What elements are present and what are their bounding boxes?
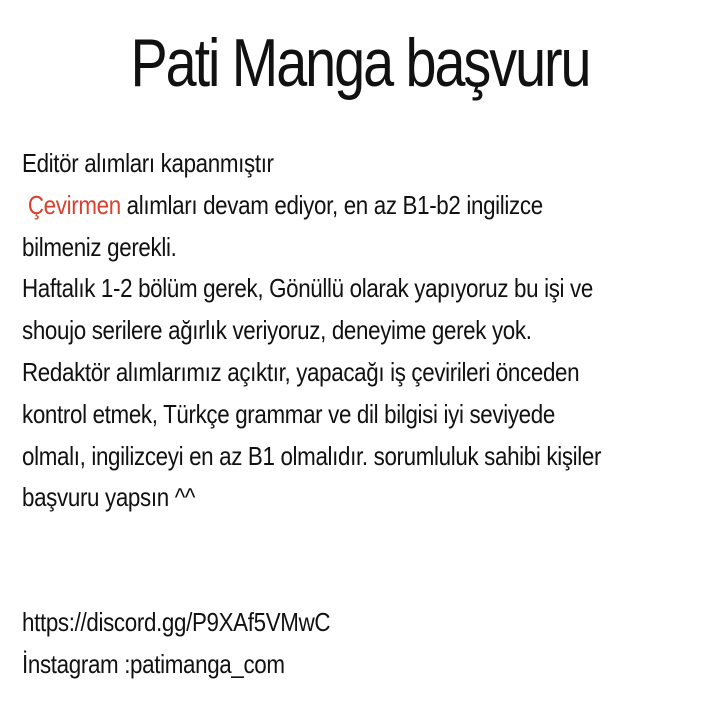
discord-link[interactable]: https://discord.gg/P9XAf5VMwC [22,607,331,638]
redactor-recruitment-line: Redaktör alımlarımız açıktır, yapacağı iş çevirileri önceden [22,356,580,387]
spacer [22,519,712,602]
english-requirement-line: bilmeniz gerekli. [22,231,177,262]
apply-call-line: başvuru yapsın ^^ [22,482,195,513]
weekly-chapters-line: Haftalık 1-2 bölüm gerek, Gönüllü olarak yapıyoruz bu işi ve [22,273,593,304]
shoujo-focus-line: shoujo serilere ağırlık veriyoruz, deneyime gerek yok. [22,315,532,346]
translator-recruitment-text: alımları devam ediyor, en az B1-b2 ingilizce [120,189,543,220]
translator-recruitment-line [22,185,615,227]
instagram-handle[interactable]: İnstagram :patimanga_com [22,648,285,679]
redactor-duties-line: kontrol etmek, Türkçe grammar ve dil bilgisi iyi seviyede [22,398,555,429]
page-title: Pati Manga başvuru [130,25,590,101]
announcement-body [22,143,712,686]
translator-highlight: Çevirmen [27,189,121,220]
english-level-line: olmalı, ingilizceyi en az B1 olmalıdır. sorumluluk sahibi kişiler [22,440,602,471]
editor-status-line: Editör alımları kapanmıştır [22,148,274,178]
